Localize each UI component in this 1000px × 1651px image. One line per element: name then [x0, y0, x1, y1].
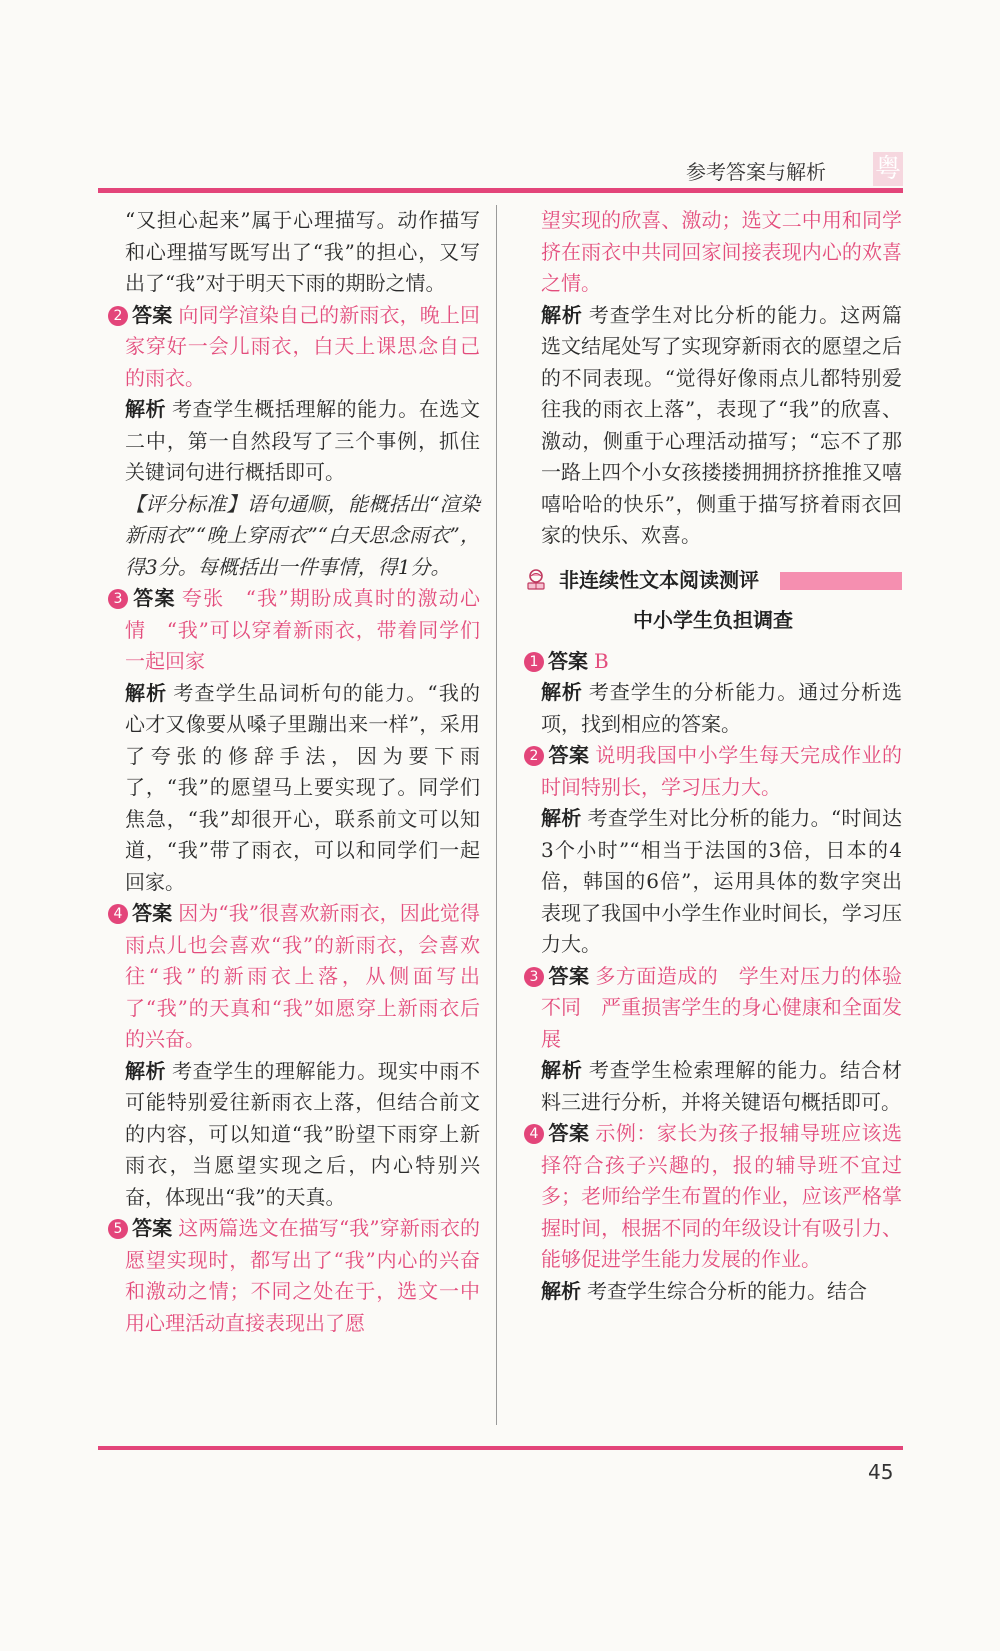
- q5-number: 5: [108, 1219, 128, 1239]
- q2-criteria: [108, 489, 480, 584]
- right-column: [524, 205, 902, 1307]
- q2-answer: [108, 300, 480, 395]
- analysis-text: 考查学生对比分析的能力。这两篇选文结尾处写了实现穿新雨衣的愿望之后的不同表现。“觉得好像雨点儿都特别爱往我的雨衣上落”，表现了“我”的欣喜、激动，侧重于心理活动描写；“忘不了那一路上四个小女孩搂搂拥拥挤挤推推又嘻嘻哈哈的快乐”，侧重于描写挤着雨衣回家的快乐、欢喜。: [541, 302, 902, 547]
- q3-analysis: [108, 678, 480, 899]
- header-badge: 粤: [874, 154, 901, 184]
- answer-label: 答案: [548, 1121, 590, 1145]
- answer-text: 多方面造成的 学生对压力的体验不同 严重损害学生的身心健康和全面发展: [541, 963, 903, 1051]
- answer-text: 这两篇选文在描写“我”穿新雨衣的愿望实现时，都写出了“我”内心的兴奋和激动之情；不同之处在于，选文一中用心理活动直接表现出了愿: [125, 1216, 481, 1335]
- q5-answer-continued: 望实现的欣喜、激动；选文二中用和同学挤在雨衣中共同回家间接表现内心的欢喜之情。: [541, 208, 902, 295]
- left-column: [108, 205, 480, 1339]
- analysis-label: 解析: [541, 302, 583, 327]
- continued-paragraph: “又担心起来”属于心理描写。动作描写和心理描写既写出了“我”的担心，又写出了“我”对于明天下雨的期盼之情。: [125, 208, 480, 295]
- q2-analysis: [108, 394, 480, 489]
- analysis-text: 考查学生检索理解的能力。结合材料三进行分析，并将关键语句概括即可。: [541, 1058, 902, 1114]
- analysis-label: 解析: [541, 680, 583, 704]
- answer-label: 答案: [132, 586, 176, 610]
- article-title: 中小学生负担调查: [633, 607, 793, 632]
- r-q2-answer: [524, 740, 902, 803]
- answer-text: 夸张 “我”期盼成真时的激动心情 “我”可以穿着新雨衣，带着同学们一起回家: [125, 586, 481, 673]
- column-divider: [496, 205, 497, 1425]
- q4-number: 4: [108, 904, 128, 924]
- answer-label: 答案: [548, 648, 588, 673]
- reader-icon: [524, 567, 548, 591]
- header-title: 参考答案与解析: [686, 160, 826, 184]
- analysis-text: 考查学生的分析能力。通过分析选项，找到相应的答案。: [541, 680, 902, 736]
- answer-label: 答案: [132, 302, 173, 327]
- analysis-label: 解析: [125, 397, 167, 421]
- answer-label: 答案: [548, 963, 590, 988]
- answer-text: 示例：家长为孩子报辅导班应该选择符合孩子兴趣的，报的辅导班不宜过多；老师给学生布置的作业，应该严格掌握时间，根据不同的年级设计有吸引力、能够促进学生能力发展的作业。: [541, 1121, 903, 1271]
- answer-label: 答案: [132, 1216, 173, 1240]
- answer-text: B: [594, 648, 609, 673]
- analysis-label: 解析: [541, 1278, 581, 1303]
- answer-text: 说明我国中小学生每天完成作业的时间特别长，学习压力大。: [541, 743, 903, 799]
- r-q1-analysis: [524, 677, 902, 740]
- r-q4-analysis: [524, 1276, 902, 1308]
- section-title: 非连续性文本阅读测评: [558, 567, 759, 592]
- answer-label: 答案: [548, 743, 590, 767]
- header-rule: [98, 188, 903, 193]
- q2-number: 2: [108, 306, 128, 326]
- analysis-text: 考查学生对比分析的能力。“时间达3个小时”“相当于法国的3倍，日本的4倍，韩国的6倍”，运用具体的数字突出表现了我国中小学生作业时间长，学习压力大。: [541, 806, 902, 956]
- q4-number: 4: [524, 1124, 544, 1144]
- r-q3-answer: [524, 961, 902, 1056]
- q3-answer: [108, 583, 480, 678]
- q5-answer: [108, 1213, 480, 1339]
- q3-number: 3: [524, 967, 544, 987]
- analysis-label: 解析: [541, 1058, 583, 1082]
- q4-answer: [108, 898, 480, 1056]
- q2-number: 2: [524, 746, 544, 766]
- r-q3-analysis: [524, 1055, 902, 1118]
- answer-label: 答案: [132, 901, 173, 925]
- analysis-label: 解析: [125, 680, 168, 705]
- analysis-text: 考查学生概括理解的能力。在选文二中，第一自然段写了三个事例，抓住关键词句进行概括即可。: [125, 397, 480, 484]
- analysis-label: 解析: [125, 1058, 167, 1083]
- q1-number: 1: [524, 652, 544, 672]
- r-q1-answer: [524, 646, 902, 678]
- criteria-text: 语句通顺，能概括出“渲染新雨衣”“晚上穿雨衣”“白天思念雨衣”，得3分。每概括出一件事情，得1分。: [125, 491, 480, 579]
- q4-analysis: [108, 1056, 480, 1214]
- r-q4-answer: [524, 1118, 902, 1276]
- analysis-text: 考查学生品词析句的能力。“我的心才又像要从嗓子里蹦出来一样”，采用了夸张的修辞手法，因为要下雨了，“我”的愿望马上要实现了。同学们焦急，“我”却很开心，联系前文可以知道，“我”带了雨衣，可以和同学们一起回家。: [125, 680, 481, 894]
- footer-rule: [98, 1446, 903, 1450]
- criteria-label: 【评分标准】: [125, 491, 247, 516]
- section-heading: [524, 562, 902, 598]
- answer-text: 向同学渲染自己的新雨衣，晚上回家穿好一会儿雨衣，白天上课思念自己的雨衣。: [125, 302, 481, 390]
- analysis-text: 考查学生综合分析的能力。结合: [587, 1278, 867, 1303]
- q3-number: 3: [108, 589, 128, 609]
- answer-text: 因为“我”很喜欢新雨衣，因此觉得雨点儿也会喜欢“我”的新雨衣，会喜欢往“我”的新雨衣上落，从侧面写出了“我”的天真和“我”如愿穿上新雨衣后的兴奋。: [125, 901, 481, 1051]
- page-number: 45: [868, 1460, 894, 1484]
- section-bar: [780, 572, 902, 590]
- analysis-text: 考查学生的理解能力。现实中雨不可能特别爱往新雨衣上落，但结合前文的内容，可以知道“我”盼望下雨穿上新雨衣，当愿望实现之后，内心特别兴奋，体现出“我”的天真。: [125, 1058, 480, 1209]
- q5-analysis: [524, 300, 902, 552]
- r-q2-analysis: [524, 803, 902, 961]
- analysis-label: 解析: [541, 806, 582, 830]
